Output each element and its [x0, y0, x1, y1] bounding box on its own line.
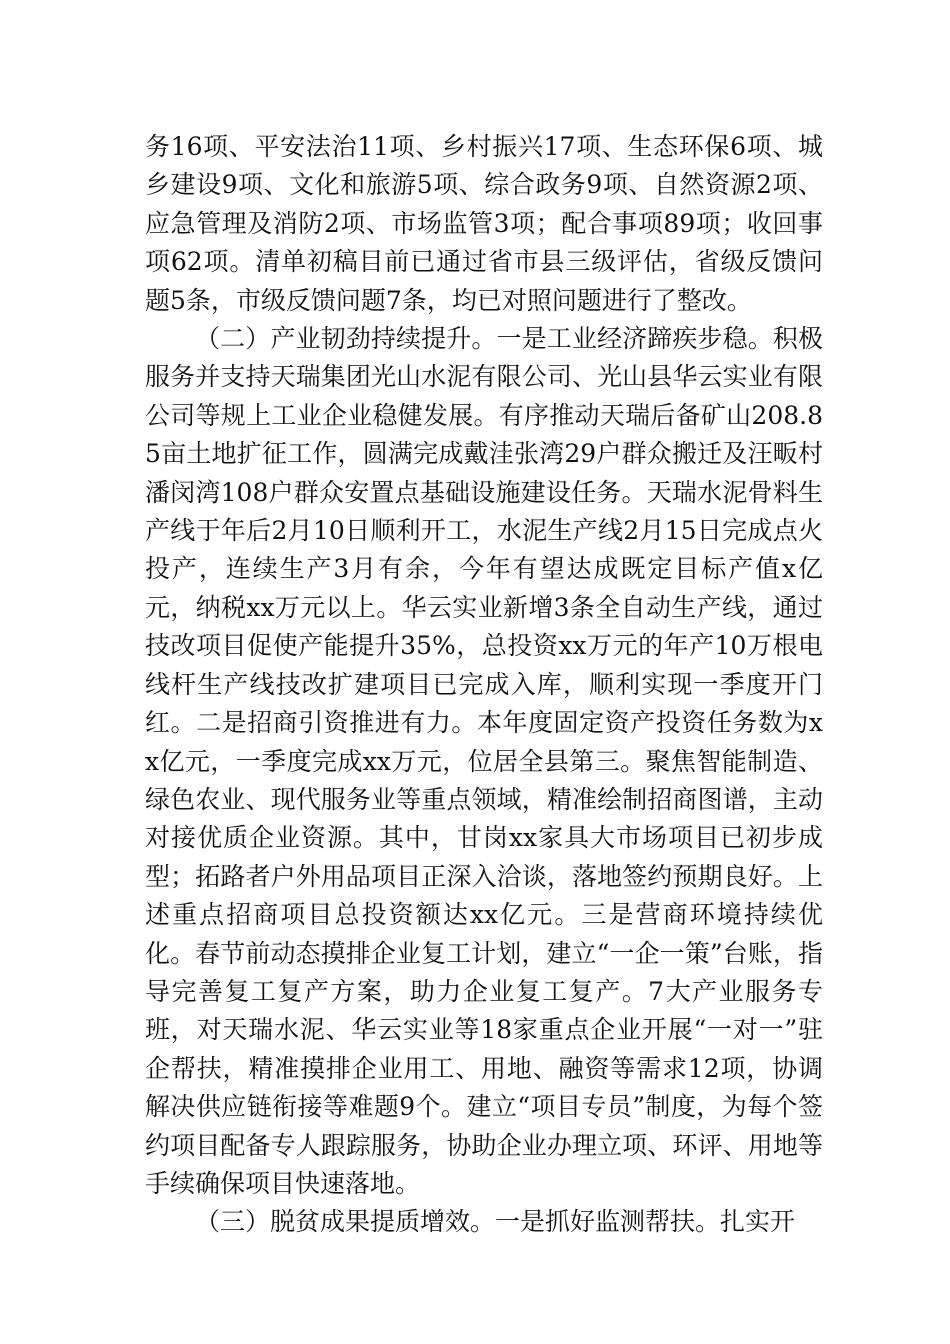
- paragraph-continued: 务16项、平安法治11项、乡村振兴17项、生态环保6项、城乡建设9项、文化和旅游5项、综合政务9项、自然资源2项、应急管理及消防2项、市场监管3项；配合事项89项；收回事项62项。清单初稿目前已通过省市县三级评估，省级反馈问题5条，市级反馈问题7条，均已对照问题进行了整改。: [145, 132, 823, 315]
- document-body: [145, 128, 823, 1242]
- paragraph-industry-resilience: （二）产业韧劲持续提升。一是工业经济蹄疾步稳。积极服务并支持天瑞集团光山水泥有限公司、光山县华云实业有限公司等规上工业企业稳健发展。有序推动天瑞后备矿山208.85亩土地扩征工作，圆满完成戴洼张湾29户群众搬迁及汪畈村潘闵湾108户群众安置点基础设施建设任务。天瑞水泥骨料生产线于年后2月10日顺利开工，水泥生产线2月15日完成点火投产，连续生产3月有余，今年有望达成既定目标产值x亿元，纳税xx万元以上。华云实业新增3条全自动生产线，通过技改项目促使产能提升35%，总投资xx万元的年产10万根电线杆生产线技改扩建项目已完成入库，顺利实现一季度开门红。二是招商引资推进有力。本年度固定资产投资任务数为xx亿元，一季度完成xx万元，位居全县第三。聚焦智能制造、绿色农业、现代服务业等重点领域，精准绘制招商图谱，主动对接优质企业资源。其中，甘岗xx家具大市场项目已初步成型；拓路者户外用品项目正深入洽谈，落地签约预期良好。上述重点招商项目总投资额达xx亿元。三是营商环境持续优化。春节前动态摸排企业复工计划，建立“一企一策”台账，指导完善复工复产方案，助力企业复工复产。7大产业服务专班，对天瑞水泥、华云实业等18家重点企业开展“一对一”驻企帮扶，精准摸排企业用工、用地、融资等需求12项，协调解决供应链衔接等难题9个。建立“项目专员”制度，为每个签约项目配备专人跟踪服务，协助企业办理立项、环评、用地等手续确保项目快速落地。: [145, 324, 823, 1198]
- paragraph-poverty-alleviation: （三）脱贫成果提质增效。一是抓好监测帮扶。扎实开: [195, 1207, 796, 1237]
